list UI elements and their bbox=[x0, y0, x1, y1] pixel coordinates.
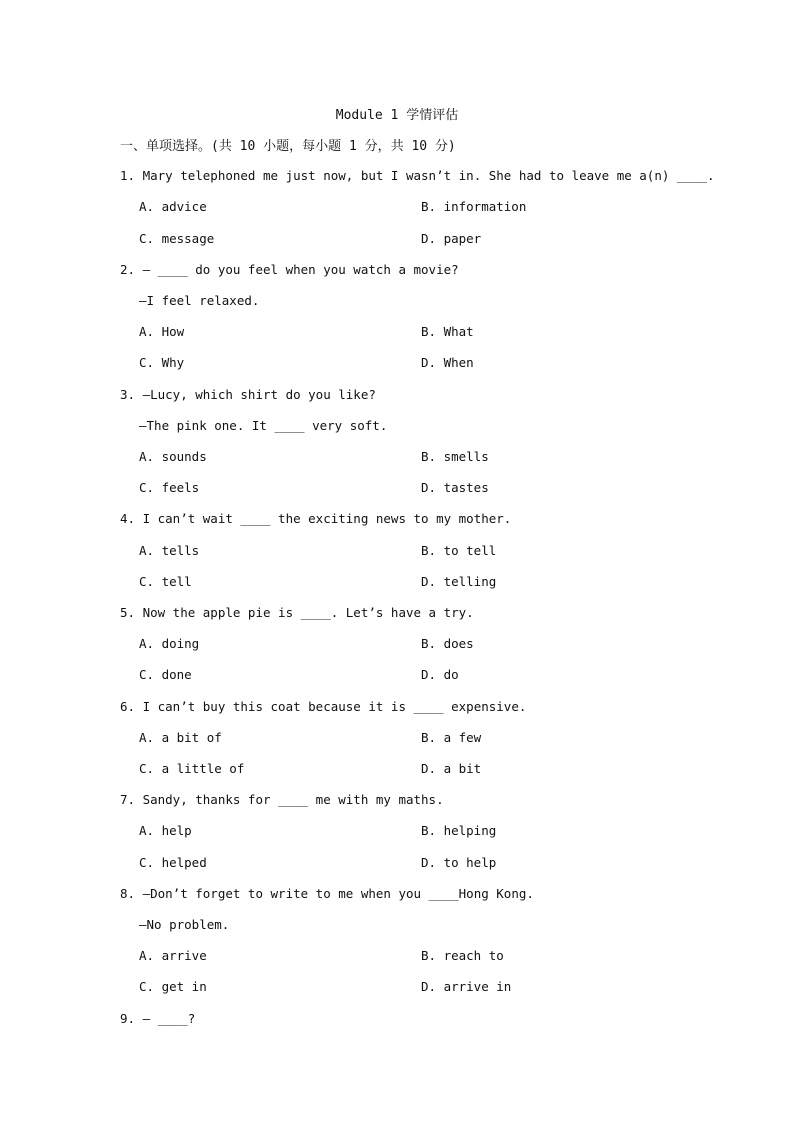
option-b: B. to tell bbox=[421, 543, 497, 558]
option-c: C. get in bbox=[139, 979, 207, 994]
option-a: A. doing bbox=[139, 636, 200, 651]
option-d: D. a bit bbox=[421, 761, 482, 776]
option-c: C. done bbox=[139, 667, 192, 682]
question-reply: —The pink one. It ____ very soft. bbox=[139, 418, 388, 433]
question-stem: 7. Sandy, thanks for ____ me with my maths. bbox=[120, 792, 444, 807]
option-d: D. When bbox=[421, 355, 474, 370]
option-b: B. smells bbox=[421, 449, 489, 464]
option-a: A. advice bbox=[139, 199, 207, 214]
question-stem: 6. I can’t buy this coat because it is ____ expensive. bbox=[120, 699, 527, 714]
option-d: D. tastes bbox=[421, 480, 489, 495]
question-reply: —No problem. bbox=[139, 917, 230, 932]
option-d: D. arrive in bbox=[421, 979, 512, 994]
option-c: C. tell bbox=[139, 574, 192, 589]
page-title: Module 1 学情评估 bbox=[335, 108, 459, 123]
question-stem: 9. — ____? bbox=[120, 1011, 196, 1026]
question-stem: 2. — ____ do you feel when you watch a movie? bbox=[120, 262, 459, 277]
option-b: B. does bbox=[421, 636, 474, 651]
option-b: B. information bbox=[421, 199, 527, 214]
option-d: D. telling bbox=[421, 574, 497, 589]
option-d: D. paper bbox=[421, 231, 482, 246]
option-c: C. Why bbox=[139, 355, 185, 370]
option-c: C. message bbox=[139, 231, 215, 246]
option-b: B. helping bbox=[421, 823, 497, 838]
question-stem: 5. Now the apple pie is ____. Let’s have a try. bbox=[120, 605, 474, 620]
option-c: C. feels bbox=[139, 480, 200, 495]
option-a: A. tells bbox=[139, 543, 200, 558]
question-reply: —I feel relaxed. bbox=[139, 293, 260, 308]
question-stem: 4. I can’t wait ____ the exciting news to my mother. bbox=[120, 511, 512, 526]
option-a: A. How bbox=[139, 324, 185, 339]
option-b: B. a few bbox=[421, 730, 482, 745]
option-d: D. do bbox=[421, 667, 459, 682]
option-d: D. to help bbox=[421, 855, 497, 870]
option-c: C. helped bbox=[139, 855, 207, 870]
question-stem: 3. —Lucy, which shirt do you like? bbox=[120, 387, 376, 402]
option-c: C. a little of bbox=[139, 761, 245, 776]
option-a: A. arrive bbox=[139, 948, 207, 963]
option-b: B. reach to bbox=[421, 948, 504, 963]
section-heading: 一、单项选择。(共 10 小题，每小题 1 分，共 10 分) bbox=[120, 139, 456, 154]
question-stem: 1. Mary telephoned me just now, but I wasn’t in. She had to leave me a(n) ____. bbox=[120, 168, 715, 183]
option-a: A. sounds bbox=[139, 449, 207, 464]
option-b: B. What bbox=[421, 324, 474, 339]
option-a: A. a bit of bbox=[139, 730, 222, 745]
question-stem: 8. —Don’t forget to write to me when you ____Hong Kong. bbox=[120, 886, 534, 901]
option-a: A. help bbox=[139, 823, 192, 838]
